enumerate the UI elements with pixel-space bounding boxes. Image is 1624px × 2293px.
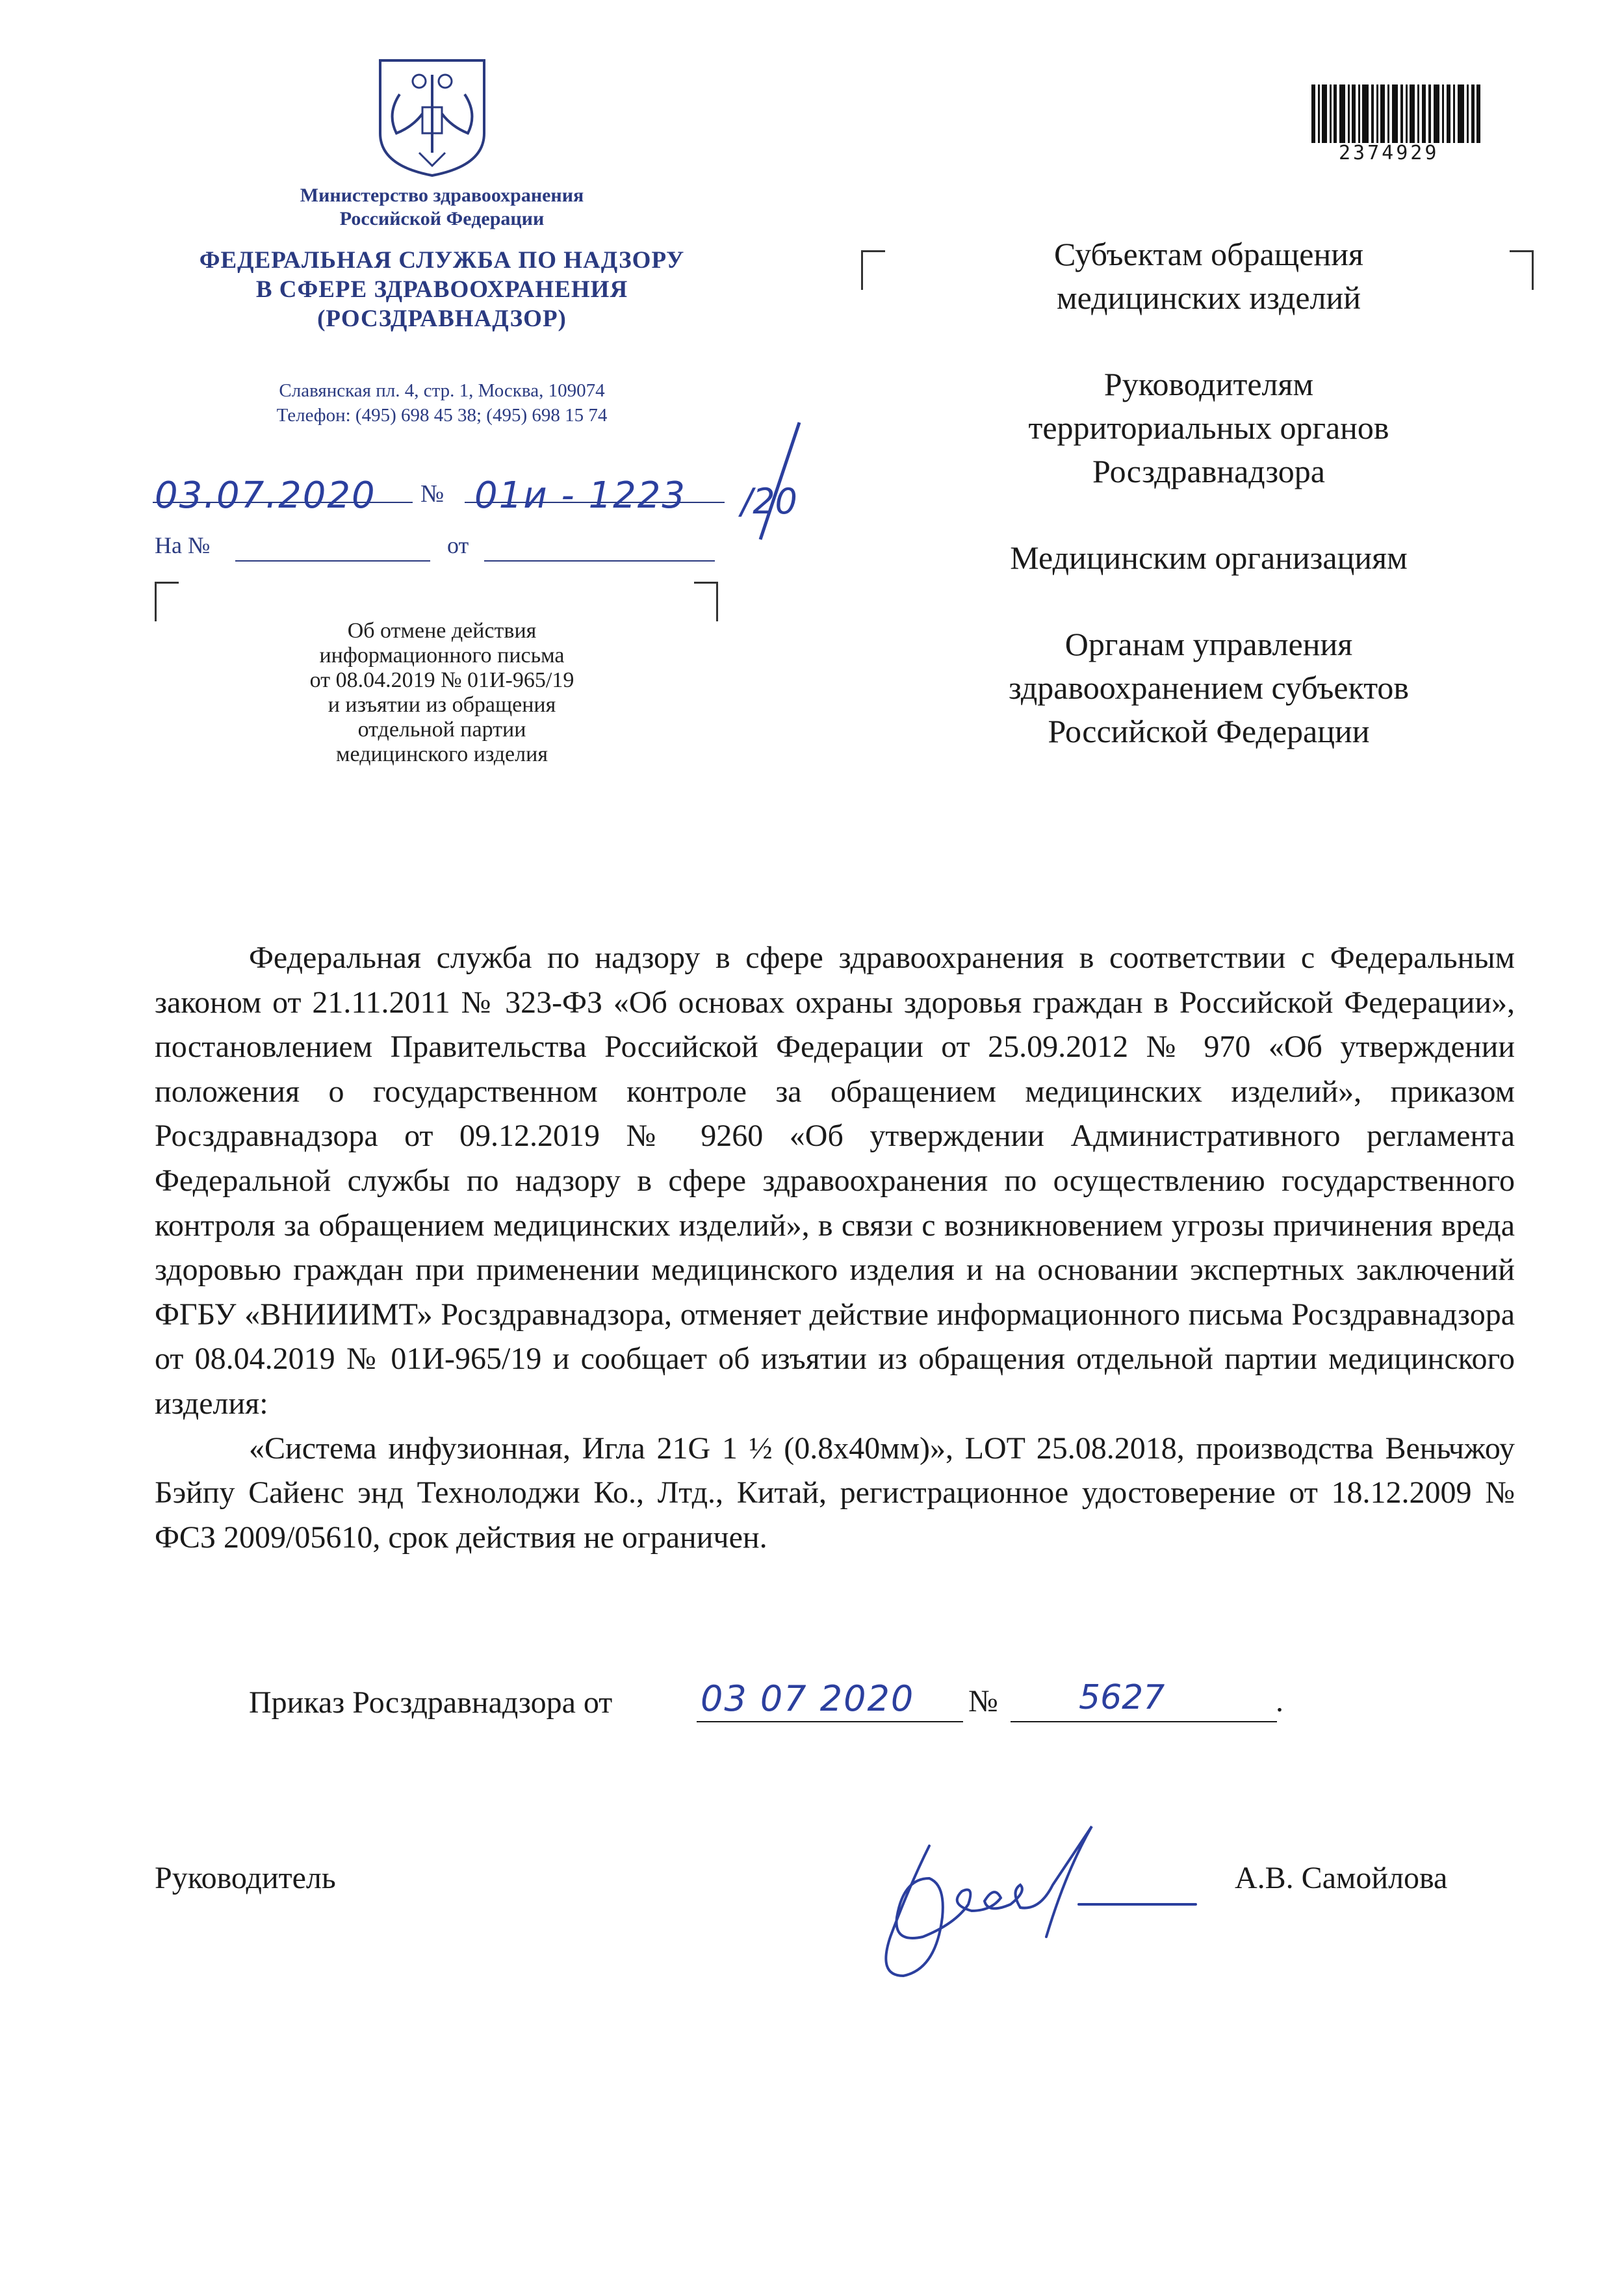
registration-number-suffix: /20 [741,481,797,522]
service-line-1: ФЕДЕРАЛЬНАЯ СЛУЖБА ПО НАДЗОРУ [199,247,685,274]
recipient-4-line-2: здравоохранением субъектов [1008,669,1410,706]
order-date-underline [697,1721,963,1722]
reference-date-label: от [447,532,469,558]
order-number-handwritten: 5627 [1079,1678,1165,1717]
recipient-group-2 [923,363,1495,493]
order-date-handwritten: 03 07 2020 [701,1678,915,1719]
recipient-2-line-3: Росздравнадзора [1092,453,1325,489]
reference-date-line [484,560,715,562]
recipients-corner-left [861,250,885,290]
barcode [1311,84,1480,143]
letter-body [155,936,1515,1560]
coat-of-arms-emblem [374,55,491,179]
signatory-name: А.В. Самойлова [1235,1861,1448,1895]
service-line-3: (РОСЗДРАВНАДЗОР) [317,305,567,332]
recipient-4-line-1: Органам управления [1064,626,1353,662]
subject-corner-left [155,582,179,621]
registration-date-handwritten: 03.07.2020 [155,474,376,517]
recipient-2-line-1: Руководителям [1103,366,1314,402]
service-line-2: В СФЕРЕ ЗДРАВООХРАНЕНИЯ [255,276,628,303]
recipient-3-line-1: Медицинским организациям [1010,539,1408,576]
address-line: Славянская пл. 4, стр. 1, Москва, 109074 [279,380,605,401]
order-number-sign: № [968,1684,998,1718]
recipient-group-1 [923,233,1495,320]
address-block [169,378,715,428]
recipients-corner-right [1510,250,1534,290]
subject-line-5: отдельной партии [357,718,526,742]
recipient-2-line-2: территориальных органов [1028,409,1389,446]
recipient-group-4 [923,623,1495,753]
subject-line-4: и изъятии из обращения [328,693,556,717]
subject-block [195,619,689,767]
subject-line-3: от 08.04.2019 № 01И-965/19 [309,668,574,692]
ministry-line-1: Министерство здравоохранения [300,185,584,206]
subject-line-1: Об отмене действия [347,619,537,643]
registration-number-sign: № [420,480,445,508]
ministry-name [195,184,689,231]
ministry-line-2: Российской Федерации [339,208,545,229]
subject-line-6: медицинского изделия [336,742,548,766]
service-name [130,246,754,333]
recipient-1-line-1: Субъектам обращения [1054,236,1363,272]
body-paragraph-1: Федеральная служба по надзору в сфере здравоохранения в соответствии с Федеральным законом от 21.11.2011 № 323-ФЗ «Об основах охраны здоровья граждан в Российской Федерации», постановлением Правительства Российской Федерации от 25.09.2012 № 970 «Об утверждении положения о государственном контроле за обращением медицинских изделий», приказом Росздравнадзора от 09.12.2019 № 9260 «Об утверждении Административного регламента Федеральной службы по надзору в сфере здравоохранения по осуществлению государственного контроля за обращением медицинских изделий», в связи с возникновением угрозы причинения вреда здоровью граждан при применении медицинского изделия и на основании экспертных заключений ФГБУ «ВНИИИМТ» Росздравнадзора, отменяет действие информационного письма Росздравнадзора от 08.04.2019 № 01И-965/19 и сообщает об изъятии из обращения отдельной партии медицинского изделия: [155,940,1515,1421]
order-period: . [1276,1684,1283,1718]
subject-corner-right [694,582,718,621]
subject-line-2: информационного письма [319,643,565,667]
handwritten-signature [832,1807,1274,2002]
phone-line: Телефон: (495) 698 45 38; (495) 698 15 74 [276,405,608,426]
body-paragraph-2: «Система инфузионная, Игла 21G 1 ½ (0.8x40мм)», LOT 25.08.2018, производства Веньчжоу Бэйпу Сайенс энд Технолоджи Ко., Лтд., Китай, регистрационное удостоверение от 18.12.2009 № ФСЗ 2009/05610, срок действия не ограничен. [155,1431,1515,1555]
signatory-title: Руководитель [155,1861,336,1895]
recipients-block [923,233,1495,796]
order-prefix: Приказ Росздравнадзора от [249,1685,613,1720]
reference-number-label: На № [155,532,211,558]
recipient-1-line-2: медицинских изделий [1056,279,1361,316]
barcode-number: 2374929 [1339,142,1439,164]
registration-number-handwritten: 01и - 1223 [474,474,686,517]
order-number-underline [1011,1721,1277,1722]
recipient-4-line-3: Российской Федерации [1048,713,1370,749]
reference-number-line [235,560,430,562]
recipient-group-3 [923,536,1495,580]
